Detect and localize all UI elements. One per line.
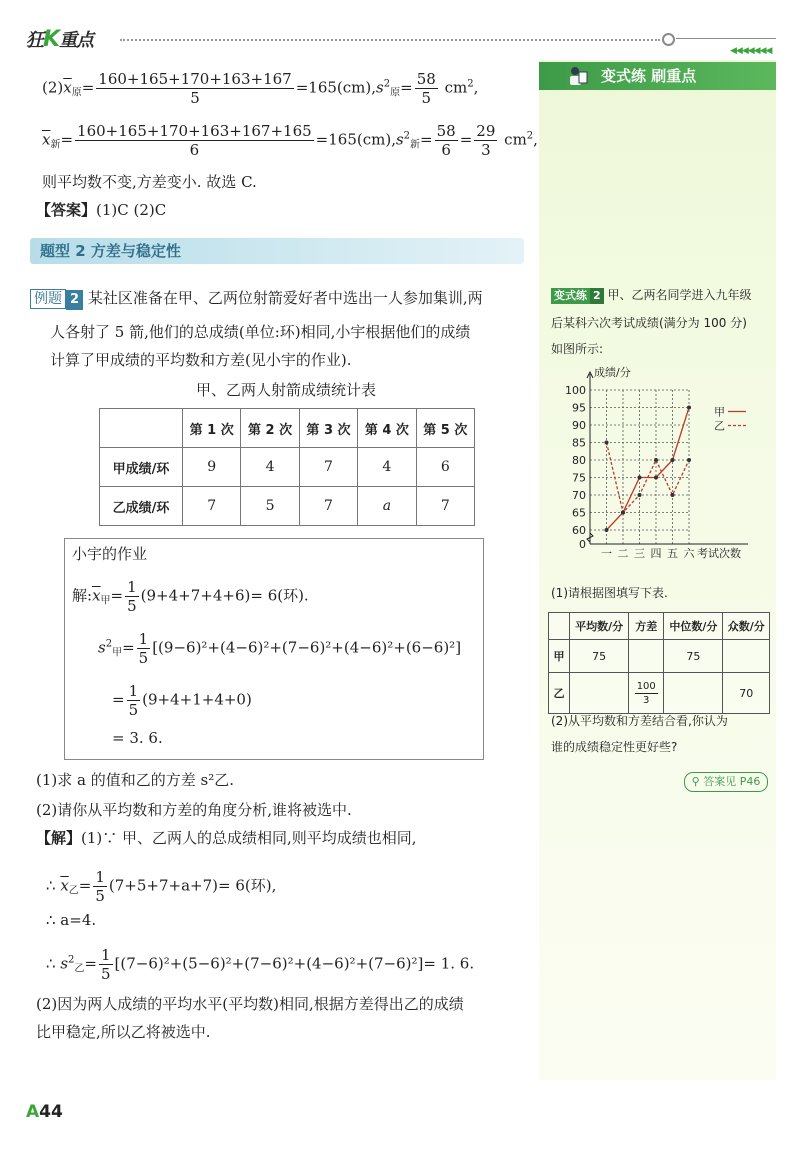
y-tick-label: 100 <box>565 384 586 397</box>
table-title: 甲、乙两人射箭成绩统计表 <box>196 381 377 399</box>
table-cell: 乙成绩/环 <box>100 487 183 526</box>
table-cell: 4 <box>358 448 416 487</box>
sidebar-table <box>548 612 770 714</box>
x-tick-label: 三 <box>634 547 645 560</box>
table-cell <box>570 673 629 714</box>
table-header-row <box>100 409 475 448</box>
y-tick-label: 90 <box>572 419 586 432</box>
y-tick-label: 75 <box>572 471 586 485</box>
y-tick-label: 80 <box>572 454 586 467</box>
table-cell: a <box>358 487 416 526</box>
table-header-cell: 中位数/分 <box>664 613 723 640</box>
table-cell: 7 <box>299 487 357 526</box>
y-tick-label: 70 <box>572 489 586 502</box>
x-tick-label: 二 <box>617 547 629 560</box>
table-header-cell <box>100 409 183 448</box>
fraction-value: $\frac{100}{3}$ <box>636 680 656 706</box>
table-cell <box>629 640 664 673</box>
legend-label: 甲 <box>714 405 725 419</box>
header-ring <box>662 33 675 46</box>
legend-label: 乙 <box>714 419 725 433</box>
table-header-row <box>549 613 770 640</box>
table-header-cell <box>549 613 570 640</box>
x-tick-label: 五 <box>667 547 678 560</box>
prev-solution-line-3: 则平均数不变,方差变小. 故选 C. <box>42 173 257 191</box>
table-cell: 7 <box>183 487 241 526</box>
table-header-cell: 第 5 次 <box>416 409 474 448</box>
data-point <box>638 493 642 497</box>
table-row <box>549 673 770 714</box>
table-header-cell: 第 2 次 <box>241 409 299 448</box>
table-header-cell: 第 4 次 <box>358 409 416 448</box>
sidebar-panel <box>539 60 776 1080</box>
prev-solution-line-1: $(2)\overline{x}_原=$ $\frac{160+165+170+163+167}{5}$ $=165(cm),s^2_原=$ $\frac{58}{5}$ $cm^2$, <box>42 70 479 107</box>
section-title: 题型 2 方差与稳定性 <box>30 238 524 264</box>
student-reading-icon <box>567 66 589 86</box>
table-cell: 75 <box>570 640 629 673</box>
sidebar-header: 变式练 刷重点 <box>539 62 776 90</box>
sidebar-question-1: (1)请根据图填写下表. <box>551 586 668 600</box>
data-point <box>605 441 609 445</box>
x-tick-label: 四 <box>650 547 662 560</box>
brand-logo: 狂K重点 <box>26 27 94 52</box>
x-tick-label: 六 <box>683 547 695 560</box>
data-point <box>671 493 675 497</box>
data-point <box>671 458 675 462</box>
variant-tag: 变式练 <box>551 288 590 304</box>
question-1: (1)求 a 的值和乙的方差 s²乙. <box>36 771 234 789</box>
solution-line-2: ∴ $\overline{x}_乙=$ $\frac{1}{5}$ (7+5+7+a+7)= 6(环), <box>46 868 277 905</box>
header-arrows: ◀◀◀◀◀◀◀ <box>730 46 772 56</box>
sidebar-problem-line-1: 变式练 2 甲、乙两名同学进入九年级 <box>551 286 752 304</box>
example-line-2: 人各射了 5 箭,他们的总成绩(单位:环)相同,小宇根据他们的成绩 <box>50 323 471 341</box>
sidebar-question-2a: (2)从平均数和方差结合看,你认为 <box>551 714 728 728</box>
answer-reference-link[interactable]: ⚲ 答案见 P46 <box>684 772 768 792</box>
table-cell: 乙 <box>549 673 570 714</box>
sidebar-problem-line-3: 如图所示: <box>551 342 604 356</box>
sidebar-question-2b: 谁的成绩稳定性更好些? <box>551 740 678 754</box>
table-cell: 甲成绩/环 <box>100 448 183 487</box>
header-dotted-line <box>120 39 660 41</box>
table-cell: 9 <box>183 448 241 487</box>
prev-answer: 【答案】(1)C (2)C <box>36 201 167 219</box>
table-header-cell: 方差 <box>629 613 664 640</box>
page-number: A44 <box>26 1102 63 1122</box>
homework-title: 小宇的作业 <box>72 545 148 563</box>
y-axis-label: 成绩/分 <box>594 366 631 379</box>
table-row <box>100 487 475 526</box>
table-cell: 7 <box>299 448 357 487</box>
header-line <box>676 38 776 39</box>
sidebar-problem-line-2: 后某科六次考试成绩(满分为 100 分) <box>551 316 747 330</box>
example-line-1: 例题 2 某社区准备在甲、乙两位射箭爱好者中选出一人参加集训,两 <box>30 288 483 310</box>
x-tick-label: 一 <box>601 547 612 560</box>
data-point <box>654 476 658 480</box>
question-2: (2)请你从平均数和方差的角度分析,谁将被选中. <box>36 801 352 819</box>
table-cell: 75 <box>664 640 723 673</box>
y-tick-label: 65 <box>572 506 586 520</box>
solution-line-5: (2)因为两人成绩的平均水平(平均数)相同,根据方差得出乙的成绩 <box>36 995 464 1013</box>
example-line-3: 计算了甲成绩的平均数和方差(见小宇的作业). <box>50 351 352 369</box>
homework-line-1: 解$:\overline{x}_甲=$ $\frac{1}{5}$ (9+4+7+4+6)= 6(环). <box>72 578 309 615</box>
score-line-chart <box>548 362 768 562</box>
data-point <box>687 406 691 410</box>
data-point <box>687 458 691 462</box>
solution-line-4: ∴ $s^2_乙=$ $\frac{1}{5}$ [(7−6)²+(5−6)²+(7−6)²+(4−6)²+(7−6)²]= 1. 6. <box>46 946 475 983</box>
pin-icon: ⚲ <box>691 775 700 788</box>
variant-number: 2 <box>590 288 604 304</box>
data-point <box>621 511 625 515</box>
y-tick-label: 85 <box>572 436 586 450</box>
y-tick-label: 0 <box>579 538 586 551</box>
table-cell: 6 <box>416 448 474 487</box>
table-cell <box>664 673 723 714</box>
homework-line-4: = 3. 6. <box>112 729 163 747</box>
prev-solution-line-2: $\overline{x}_新=$ $\frac{160+165+170+163+167+165}{6}$ $=165(cm),s^2_新=$ $\frac{58}{6}$ = $\frac{29}{3}$ $cm^2$, <box>42 122 538 159</box>
score-table <box>99 408 475 526</box>
table-cell: 70 <box>723 673 770 714</box>
y-tick-label: 60 <box>572 524 586 537</box>
example-number: 2 <box>66 290 83 310</box>
data-point <box>605 528 609 532</box>
table-row <box>549 640 770 673</box>
solution-line-1: 【解】(1)∵ 甲、乙两人的总成绩相同,则平均成绩也相同, <box>36 829 417 847</box>
table-cell: 7 <box>416 487 474 526</box>
table-cell: 4 <box>241 448 299 487</box>
solution-line-3: ∴ a=4. <box>46 911 97 929</box>
table-cell: 5 <box>241 487 299 526</box>
y-tick-label: 95 <box>572 401 586 415</box>
example-label: 例题 <box>30 289 66 309</box>
table-header-cell: 平均数/分 <box>570 613 629 640</box>
table-header-cell: 第 1 次 <box>183 409 241 448</box>
table-cell <box>629 673 664 714</box>
series-line-甲 <box>607 408 690 531</box>
data-point <box>654 458 658 462</box>
table-row <box>100 448 475 487</box>
table-cell: 甲 <box>549 640 570 673</box>
x-axis-label: 考试次数 <box>697 547 741 560</box>
page-a-icon: A <box>26 1102 40 1122</box>
table-header-cell: 第 3 次 <box>299 409 357 448</box>
homework-line-3: = $\frac{1}{5}$ (9+4+1+4+0) <box>112 682 252 719</box>
solution-line-6: 比甲稳定,所以乙将被选中. <box>36 1023 211 1041</box>
data-point <box>638 476 642 480</box>
table-cell <box>723 640 770 673</box>
homework-line-2: $s^2_甲=$ $\frac{1}{5}$ [(9−6)²+(4−6)²+(7−6)²+(4−6)²+(6−6)²] <box>98 630 462 667</box>
table-header-cell: 众数/分 <box>723 613 770 640</box>
